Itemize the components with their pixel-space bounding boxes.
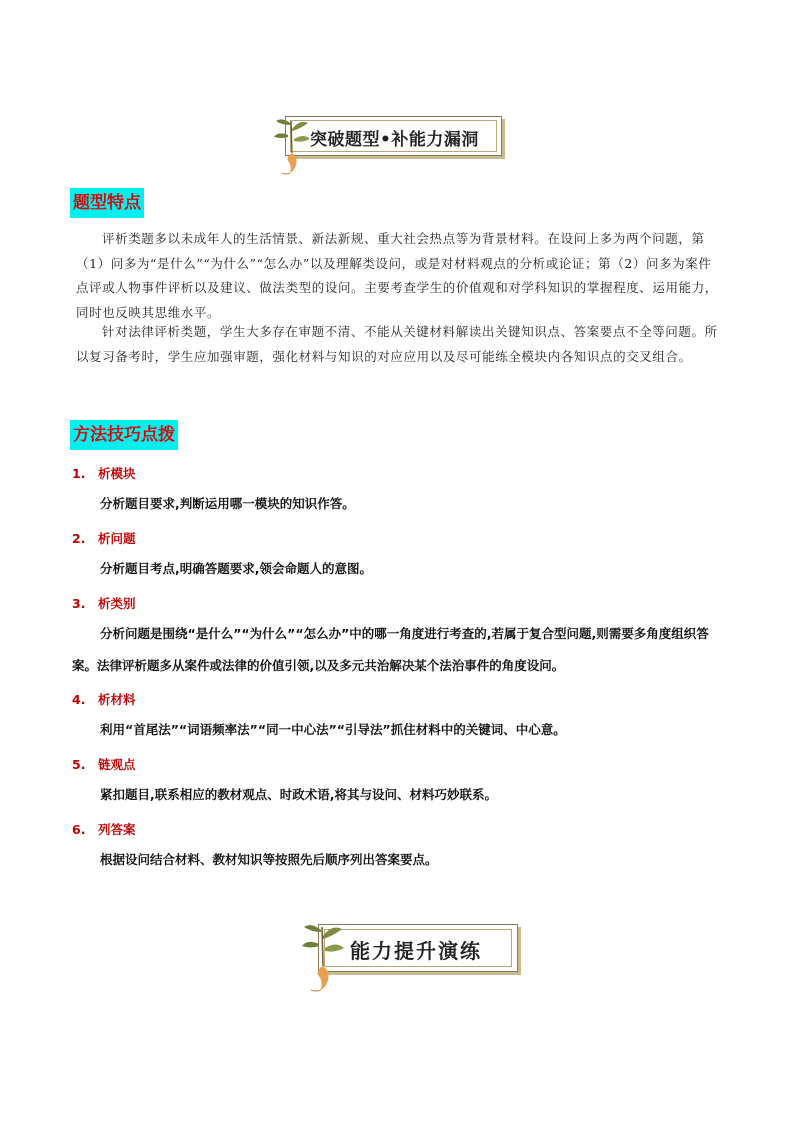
step-number: 1. — [72, 466, 86, 481]
step-body-4: 利用“首尾法”“词语频率法”“同一中心法”“引导法”抓住材料中的关键词、中心意。 — [100, 722, 566, 737]
step-label: 析模块 — [98, 466, 136, 481]
step-number: 2. — [72, 531, 86, 546]
step-label: 析类别 — [98, 596, 136, 611]
step-number: 3. — [72, 596, 86, 611]
paragraph-1: 评析类题多以未成年人的生活情景、新法新规、重大社会热点等为背景材料。在设问上多为两个问题，第（1）问多为“是什么”“为什么”“怎么办”以及理解类设问，或是对材料观点的分析或论证；第（2）问多为案件点评或人物事件评析以及建议、做法类型的设问。主要考查学生的价值观和对学科知识的掌握程度、运用能力，同时也反映其思维水平。 — [76, 231, 718, 320]
step-body-5: 紧扣题目,联系相应的教材观点、时政术语,将其与设问、材料巧妙联系。 — [100, 787, 497, 802]
step-title-5 — [72, 755, 136, 773]
section-tag-question-type: 题型特点 — [70, 188, 144, 218]
step-number: 6. — [72, 822, 86, 837]
step-title-3 — [72, 594, 136, 612]
step-title-6 — [72, 820, 136, 838]
step-body-1: 分析题目要求,判断运用哪一模块的知识作答。 — [100, 496, 355, 511]
banner-title: 能力提升演练 — [350, 939, 482, 963]
step-title-1 — [72, 464, 136, 482]
step-label: 析材料 — [98, 692, 136, 707]
step-title-4 — [72, 690, 136, 708]
step-number: 4. — [72, 692, 86, 707]
paragraph-2: 针对法律评析类题，学生大多存在审题不清、不能从关键材料解读出关键知识点、答案要点不全等问题。所以复习备考时，学生应加强审题，强化材料与知识的对应应用以及尽可能练全模块内各知识点的交叉组合。 — [76, 324, 718, 364]
step-title-2 — [72, 529, 136, 547]
ginseng-plant-icon — [272, 113, 312, 175]
banner-title: 突破题型•补能力漏洞 — [310, 130, 479, 150]
step-body-2: 分析题目考点,明确答题要求,领会命题人的意图。 — [100, 561, 372, 576]
step-body-6: 根据设问结合材料、教材知识等按照先后顺序列出答案要点。 — [100, 852, 438, 867]
step-label: 链观点 — [98, 757, 136, 772]
section-tag-method-tips: 方法技巧点拨 — [70, 420, 178, 450]
ginseng-plant-icon — [300, 918, 346, 992]
step-label: 列答案 — [98, 822, 136, 837]
step-body-3: 分析问题是围绕“是什么”“为什么”“怎么办”中的哪一角度进行考查的,若属于复合型问题,则需要多角度组织答案。法律评析题多从案件或法律的价值引领,以及多元共治解决某个法治事件的角度设问。 — [72, 626, 709, 673]
step-label: 析问题 — [98, 531, 136, 546]
step-number: 5. — [72, 757, 86, 772]
